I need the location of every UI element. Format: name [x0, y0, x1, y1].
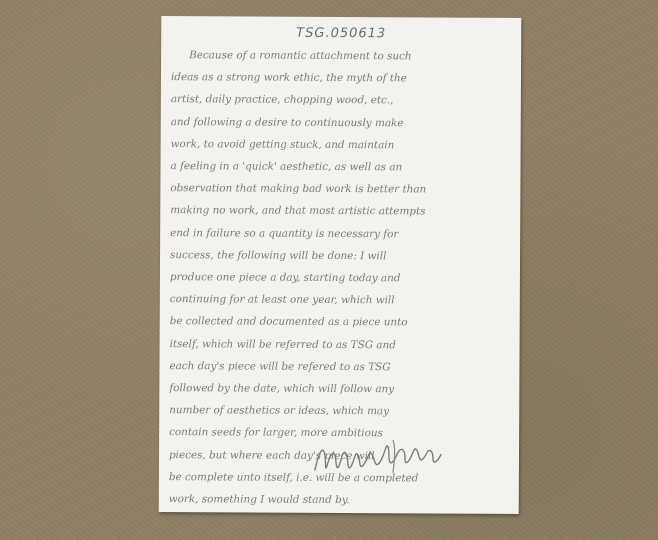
note-line: success, the following will be done: I will	[170, 248, 387, 263]
note-card	[159, 16, 522, 514]
note-line: work, something I would stand by.	[168, 493, 350, 507]
note-line: followed by the date, which will follow any	[169, 382, 395, 396]
note-title: TSG.050613	[296, 25, 387, 42]
note-line: artist, daily practice, chopping wood, etc.,	[170, 93, 394, 107]
note-line: continuing for at least one year, which will	[169, 293, 395, 307]
note-line: Because of a romantic attachment to such	[189, 49, 412, 63]
note-line: be collected and documented as a piece unto	[169, 315, 408, 329]
note-line: making no work, and that most artistic attempts	[170, 204, 426, 218]
note-line: a feeling in a 'quick' aesthetic, as well as an	[170, 160, 403, 174]
note-line: observation that making bad work is better than	[170, 182, 427, 196]
note-line: ideas as a strong work ethic, the myth of the	[170, 71, 407, 85]
signature	[309, 432, 454, 481]
note-line: produce one piece a day, starting today and	[169, 271, 401, 285]
note-line: contain seeds for larger, more ambitious	[169, 426, 383, 440]
note-line: itself, which will be referred to as TSG and	[169, 337, 396, 351]
note-line: pieces, but where each day's piece will	[168, 448, 375, 462]
note-line: work, to avoid getting stuck, and maintain	[170, 137, 395, 152]
note-line: number of aesthetics or ideas, which may	[169, 404, 390, 418]
note-line: each day's piece will be refered to as TSG	[169, 359, 391, 374]
signature-stroke	[393, 440, 395, 472]
signature-stroke	[315, 446, 441, 471]
note-line: and following a desire to continuously make	[170, 115, 404, 129]
note-line: be complete unto itself, i.e. will be a completed	[168, 470, 419, 485]
note-line: end in failure so a quantity is necessary for	[170, 226, 399, 240]
